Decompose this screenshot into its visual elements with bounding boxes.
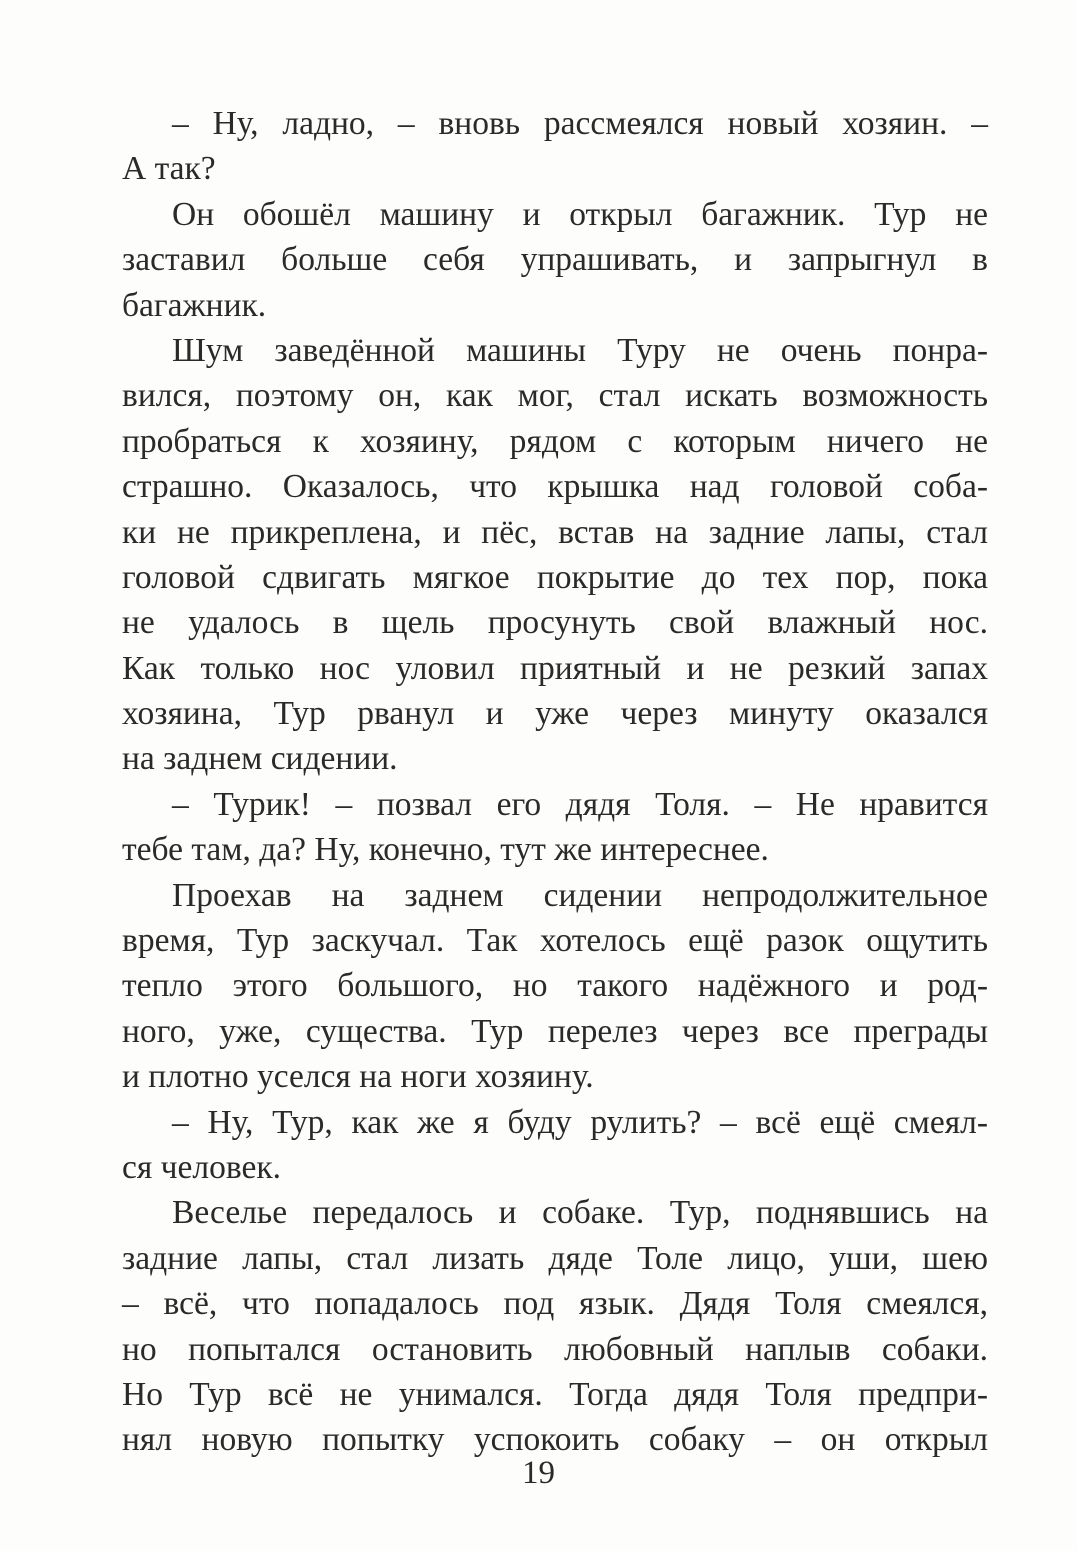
text-line: головой сдвигать мягкое покрытие до тех пор, пока	[122, 558, 988, 596]
text-line: ного, уже, существа. Тур перелез через все преграды	[122, 1012, 988, 1050]
text-line: но попытался остановить любовный наплыв собаки.	[122, 1330, 988, 1368]
text-line: Как только нос уловил приятный и не резкий запах	[122, 649, 988, 687]
text-line: хозяина, Тур рванул и уже через минуту оказался	[122, 695, 988, 733]
text-line: заставил больше себя упрашивать, и запрыгнул в	[122, 241, 988, 279]
text-line: – всё, что попадалось под язык. Дядя Толя смеялся,	[122, 1285, 988, 1323]
text-line: время, Тур заскучал. Так хотелось ещё разок ощутить	[122, 922, 988, 960]
text-line: страшно. Оказалось, что крышка над головой соба-	[122, 468, 988, 506]
text-line: вился, поэтому он, как мог, стал искать возможность	[122, 377, 988, 415]
text-line: не удалось в щель просунуть свой влажный нос.	[122, 604, 988, 642]
text-line: ся человек.	[122, 1148, 281, 1186]
text-line: нял новую попытку успокоить собаку – он открыл	[122, 1421, 988, 1459]
text-line: Шум заведённой машины Туру не очень понра-	[172, 331, 988, 369]
text-line: А так?	[122, 150, 216, 188]
text-line: и плотно уселся на ноги хозяину.	[122, 1058, 594, 1096]
text-line: на заднем сидении.	[122, 740, 398, 778]
text-line: – Ну, Тур, как же я буду рулить? – всё ещё смеял-	[172, 1103, 988, 1141]
text-line: Проехав на заднем сидении непродолжительное	[172, 876, 988, 914]
text-line: Но Тур всё не унимался. Тогда дядя Толя предпри-	[122, 1375, 988, 1413]
text-line: тебе там, да? Ну, конечно, тут же интереснее.	[122, 831, 769, 869]
text-line: тепло этого большого, но такого надёжного и род-	[122, 967, 988, 1005]
text-line: задние лапы, стал лизать дяде Толе лицо, уши, шею	[122, 1239, 988, 1277]
text-line: – Ну, ладно, – вновь рассмеялся новый хозяин. –	[172, 105, 988, 142]
text-line: багажник.	[122, 286, 267, 324]
text-line: ки не прикреплена, и пёс, встав на задние лапы, стал	[122, 513, 988, 551]
text-line: Он обошёл машину и открыл багажник. Тур не	[172, 195, 988, 233]
text-line: – Турик! – позвал его дядя Толя. – Не нравится	[172, 785, 988, 823]
body-text	[122, 101, 988, 1463]
page-number: 19	[522, 1455, 555, 1491]
text-line: Веселье передалось и собаке. Тур, поднявшись на	[172, 1194, 988, 1232]
text-line: пробраться к хозяину, рядом с которым ничего не	[122, 422, 988, 460]
